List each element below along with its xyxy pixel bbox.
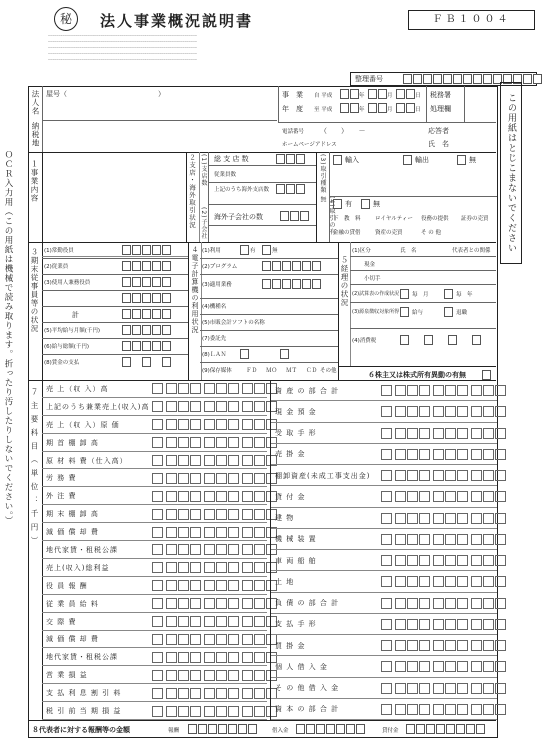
nouzei-input[interactable] xyxy=(44,122,279,150)
lan-no-check[interactable] xyxy=(280,349,289,359)
sec7-title: ７主要科目（単位：千円） xyxy=(30,388,39,550)
right-item-amount-input[interactable] xyxy=(381,449,507,460)
sec5-block: (1)区分 氏 名 代表者との関係 現金 小切手 (2)試算表の作成状況 毎 月 毎 年 (3)源泉徴収対象所得 給与 退職 (4)消費税 xyxy=(350,242,496,366)
right-item-label: 機 械 装 置 xyxy=(275,535,317,544)
sec4-block: (1)利用 有 無 (2)プログラム (3)適用業務 (4)機種名 (5)市販会計ソフトの名称 (7)委託先 (8)ＬＡＮ (9)保存媒体 ＦＤ ＭＯ ＭＴ ＣＤ その他 xyxy=(200,242,339,380)
right-item-row xyxy=(271,678,497,699)
left-item-label: 売上(収入)総利益 xyxy=(46,563,110,572)
left-item-amount-input[interactable] xyxy=(152,634,278,645)
shori-label: 処理欄 xyxy=(430,105,451,113)
left-item-label: 労 務 費 xyxy=(46,474,77,483)
kaigai-shiten-input[interactable] xyxy=(276,184,305,194)
to-month-input[interactable] xyxy=(368,103,387,113)
right-item-amount-input[interactable] xyxy=(381,598,507,609)
right-item-row xyxy=(271,614,497,635)
left-item-label: 外 注 費 xyxy=(46,492,77,501)
right-item-label: 資 産 の 部 合 計 xyxy=(275,386,340,395)
kashitsukekin-input[interactable] xyxy=(406,724,485,734)
sec5-title: ５経理の状況 xyxy=(340,256,349,307)
hasei-yes-check[interactable] xyxy=(333,199,342,209)
sec2-title: ２支店・海外取引状況 xyxy=(188,154,196,229)
nendo-label: 年 度 xyxy=(282,105,303,113)
confidential-seal-icon: 秘 xyxy=(54,7,78,31)
left-item-amount-input[interactable] xyxy=(152,401,278,412)
sec6-title: ６株主又は株式所有異動の有無 xyxy=(368,371,466,379)
sec6-check[interactable] xyxy=(482,370,491,380)
yushutsu-check[interactable] xyxy=(403,155,412,165)
right-item-label: 貸 付 金 xyxy=(275,492,306,501)
left-item-amount-input[interactable] xyxy=(152,598,278,609)
left-item-label: 売 上（収 入）原 価 xyxy=(46,420,120,429)
left-item-amount-input[interactable] xyxy=(152,706,278,717)
sec3-label-col xyxy=(28,242,43,380)
right-item-label: 支 払 手 形 xyxy=(275,620,317,629)
right-item-row xyxy=(271,699,497,720)
sec3-block: (1)常勤役員 (2)従業員 (3)使用人兼務役員 計 (5)平均給与月額(千円) (6)給与総額(千円) (8)賃金の支払 xyxy=(42,242,188,380)
right-item-label: 棚卸資産(未成工事支出金) xyxy=(275,471,371,480)
left-item-row xyxy=(42,613,267,631)
sakusei-check-2[interactable] xyxy=(444,289,453,299)
sec7-label-col xyxy=(28,380,43,720)
left-item-row xyxy=(42,505,267,523)
left-item-row xyxy=(42,684,267,702)
right-item-amount-input[interactable] xyxy=(381,534,507,545)
from-day-input[interactable] xyxy=(396,89,415,99)
left-item-row xyxy=(42,380,267,398)
right-item-amount-input[interactable] xyxy=(381,406,507,417)
right-item-label: 現 金 預 金 xyxy=(275,407,317,416)
to-day-input[interactable] xyxy=(396,103,415,113)
left-item-amount-input[interactable] xyxy=(152,562,278,573)
sec7-left-table xyxy=(42,380,267,720)
responder-name-label: 氏 名 xyxy=(428,140,449,148)
left-item-amount-input[interactable] xyxy=(152,527,278,538)
torihiki-block: (3)取引種類 (4)取引の有無 輸入 輸出 無 有 無 下 教 料 ロイヤルティー 役務の提供 証券の売買 金融の貸借 資産の売買 そ の 他 xyxy=(316,152,497,242)
right-item-amount-input[interactable] xyxy=(381,619,507,630)
sec4-title: ４電子計算機の利用状況 xyxy=(191,246,199,334)
from-date-input[interactable] xyxy=(340,89,359,99)
left-item-row xyxy=(42,434,267,452)
right-item-amount-input[interactable] xyxy=(381,428,507,439)
riyo-no-check[interactable] xyxy=(262,245,271,255)
zeimusho-label: 税務署 xyxy=(430,91,451,99)
chingin-check-3[interactable] xyxy=(162,357,171,367)
left-item-label: 減 価 償 却 費 xyxy=(46,635,99,644)
left-item-row xyxy=(42,469,267,487)
right-item-row xyxy=(271,550,497,571)
left-item-amount-input[interactable] xyxy=(152,491,278,502)
left-item-row xyxy=(42,577,267,595)
chingin-check-2[interactable] xyxy=(142,357,151,367)
so-shiten-input[interactable] xyxy=(276,154,305,164)
right-item-amount-input[interactable] xyxy=(381,683,507,694)
left-item-amount-input[interactable] xyxy=(152,455,278,466)
left-item-amount-input[interactable] xyxy=(152,616,278,627)
nouzei-label: 納税地 xyxy=(31,122,40,148)
left-item-label: 売 上（収 入）高 xyxy=(46,384,109,393)
kaigai-kogaisha-input[interactable] xyxy=(280,211,309,221)
left-item-row xyxy=(42,595,267,613)
heikin-kyuyo-input[interactable] xyxy=(122,325,171,335)
kenmu-input[interactable] xyxy=(122,277,171,287)
sec1-title: １事業内容 xyxy=(30,160,39,203)
right-item-label: 車 両 船 舶 xyxy=(275,556,317,565)
left-item-amount-input[interactable] xyxy=(152,544,278,555)
right-item-row xyxy=(271,529,497,550)
responder-label: 応答者 xyxy=(428,127,449,135)
jugyoin-input[interactable] xyxy=(122,261,171,271)
jigyo-label: 事 業 xyxy=(282,91,303,99)
from-month-input[interactable] xyxy=(368,89,387,99)
shohizei-check-2[interactable] xyxy=(424,335,433,345)
left-item-label: 営 業 損 益 xyxy=(46,671,88,680)
right-item-amount-input[interactable] xyxy=(381,491,507,502)
right-item-label: 個 人 借 入 金 xyxy=(275,662,328,671)
left-item-row xyxy=(42,666,267,684)
right-item-row xyxy=(271,571,497,592)
right-item-row xyxy=(271,380,497,401)
right-item-row xyxy=(271,508,497,529)
lan-yes-check[interactable] xyxy=(240,349,249,359)
right-item-row xyxy=(271,465,497,486)
sec6-block xyxy=(338,366,496,381)
right-item-amount-input[interactable] xyxy=(381,555,507,566)
kariirekin-input[interactable] xyxy=(296,724,365,734)
kyuyo-sogaku-input[interactable] xyxy=(122,341,171,351)
right-item-amount-input[interactable] xyxy=(381,576,507,587)
form-title: 法人事業概況説明書 xyxy=(100,12,254,30)
riyo-yes-check[interactable] xyxy=(240,245,249,255)
hasei-no-check[interactable] xyxy=(361,199,370,209)
business-content-input[interactable] xyxy=(44,154,184,240)
left-item-label: 期 首 棚 卸 高 xyxy=(46,438,99,447)
kei-input[interactable] xyxy=(122,309,171,319)
left-item-row xyxy=(42,523,267,541)
tel-label: 電話番号 xyxy=(282,129,305,135)
left-item-row xyxy=(42,648,267,666)
left-item-amount-input[interactable] xyxy=(152,383,278,394)
right-item-row xyxy=(271,444,497,465)
header-info-block: 法人名 納税地 屋号（ ） 事 業 年 度 自 平成 至 平成 年 月 日 年 月 日 税務署 処理欄 電話番号 （ ） － ホームページアドレス 応答者 氏 名 xyxy=(28,86,496,153)
left-item-label: 従 業 員 給 料 xyxy=(46,599,99,608)
program-input[interactable] xyxy=(262,261,321,271)
to-date-input[interactable] xyxy=(340,103,359,113)
right-item-amount-input[interactable] xyxy=(381,704,507,715)
to-label: 至 平成 xyxy=(314,107,333,113)
left-item-label: 地代家賃・租税公課 xyxy=(46,545,118,554)
taishoku-check[interactable] xyxy=(444,307,453,317)
sec2-block: (1)支店数 (2)子会社 総 支 店 数 従業員数 上記のうち海外支店数 海外子会社の数 xyxy=(198,152,316,242)
right-item-row xyxy=(271,423,497,444)
right-item-label: 買 掛 金 xyxy=(275,641,306,650)
left-item-amount-input[interactable] xyxy=(152,652,278,663)
left-item-label: 支 払 利 息 割 引 料 xyxy=(46,689,122,698)
sec8-title: ８代表者に対する報酬等の金額 xyxy=(32,726,130,734)
left-item-row xyxy=(42,559,267,577)
left-item-amount-input[interactable] xyxy=(152,580,278,591)
sec3-title: ３期末従事員等の状況 xyxy=(30,248,39,333)
tel-input[interactable]: （ ） － xyxy=(320,127,366,135)
instructions-text: ┈┈┈┈┈┈┈┈┈┈┈┈┈┈┈┈┈┈┈┈┈┈┈┈┈┈┈┈┈┈┈┈┈┈┈┈┈┈┈┈┈┈┈┈┈┈┈┈┈┈┈┈┈┈┈ ┈┈┈┈┈┈┈┈┈┈┈┈┈┈┈┈┈┈┈┈┈┈┈┈┈┈┈┈┈┈┈┈┈┈┈┈┈┈┈┈┈┈┈┈┈┈┈┈┈┈┈┈┈┈┈ ┈┈┈┈┈┈┈┈┈┈┈┈┈┈┈┈┈┈┈┈┈┈┈┈┈┈┈┈┈┈┈┈┈┈┈┈┈┈┈┈┈┈┈┈┈┈┈┈┈┈┈┈┈┈┈ ┈┈┈┈┈┈┈┈┈┈┈┈┈┈┈┈┈┈┈┈┈┈┈┈┈┈┈┈┈┈┈┈┈┈┈┈┈┈┈┈┈┈┈┈┈┈┈┈┈┈┈┈┈┈┈ ┈┈┈┈┈┈┈┈┈┈┈┈┈┈┈┈┈┈┈┈┈┈┈┈┈┈┈┈┈┈┈┈┈┈┈┈┈┈┈┈┈┈┈┈┈┈┈┈┈┈┈┈┈┈┈ xyxy=(48,34,198,63)
right-item-label: 負 債 の 部 合 計 xyxy=(275,599,340,608)
jugyoin-row4-input[interactable] xyxy=(122,293,171,303)
right-item-label: 土 地 xyxy=(275,577,295,586)
left-item-amount-input[interactable] xyxy=(152,437,278,448)
left-item-row xyxy=(42,487,267,505)
right-item-row xyxy=(271,635,497,656)
left-item-row xyxy=(42,541,267,559)
yago-label: 屋号（ xyxy=(46,90,67,98)
right-item-row xyxy=(271,656,497,677)
right-item-label: 建 物 xyxy=(275,514,295,523)
right-item-row xyxy=(271,593,497,614)
side-caption: この用紙はとじこまないでください xyxy=(500,82,522,264)
left-item-label: 上記のうち兼業売上(収入)高 xyxy=(46,402,150,411)
left-item-amount-input[interactable] xyxy=(152,688,278,699)
corp-name-input[interactable] xyxy=(44,100,279,120)
right-item-label: 資 本 の 部 合 計 xyxy=(275,705,340,714)
right-item-amount-input[interactable] xyxy=(381,513,507,524)
homepage-label: ホームページアドレス xyxy=(282,142,337,148)
sec7-right-table xyxy=(270,380,497,720)
shohizei-check-1[interactable] xyxy=(400,335,409,345)
right-item-label: そ の 他 借 入 金 xyxy=(275,684,340,693)
left-item-row xyxy=(42,631,267,649)
yago-close: ） xyxy=(158,90,165,98)
sec1-label-col xyxy=(28,152,43,242)
torihiki-nashi-check[interactable] xyxy=(457,155,466,165)
right-item-amount-input[interactable] xyxy=(381,661,507,672)
left-item-label: 地代家賃・租税公課 xyxy=(46,653,118,662)
left-item-row xyxy=(42,398,267,416)
hoshu-input[interactable] xyxy=(188,724,257,734)
right-item-amount-input[interactable] xyxy=(381,470,507,481)
left-item-row xyxy=(42,416,267,434)
seiri-bango-label: 整理番号 xyxy=(355,75,383,83)
chingin-check-1[interactable] xyxy=(122,357,131,367)
form-code: ＦＢ１００４ xyxy=(408,10,535,30)
corp-name-label: 法人名 xyxy=(31,90,40,116)
yunyu-check[interactable] xyxy=(333,155,342,165)
jokin-yakuin-input[interactable] xyxy=(122,245,171,255)
right-item-row xyxy=(271,401,497,422)
right-item-label: 売 掛 金 xyxy=(275,450,306,459)
left-item-amount-input[interactable] xyxy=(152,509,278,520)
left-item-label: 税 引 前 当 期 損 益 xyxy=(46,707,122,716)
left-item-amount-input[interactable] xyxy=(152,419,278,430)
left-item-label: 期 末 棚 卸 高 xyxy=(46,510,99,519)
from-label: 自 平成 xyxy=(314,93,333,99)
right-item-amount-input[interactable] xyxy=(381,385,507,396)
ocr-caption: ＯＣＲ入力用（この用紙は機械で読み取ります。折ったり汚したりしないでください。） xyxy=(3,150,13,526)
left-item-amount-input[interactable] xyxy=(152,670,278,681)
sec8-block: ８代表者に対する報酬等の金額 報酬 借入金 貸付金 xyxy=(28,720,496,737)
tekiyo-gyomu-input[interactable] xyxy=(262,279,321,289)
left-item-row xyxy=(42,702,267,720)
left-item-label: 交 際 費 xyxy=(46,617,77,626)
left-item-label: 役 員 報 酬 xyxy=(46,581,88,590)
right-item-row xyxy=(271,486,497,507)
left-item-row xyxy=(42,452,267,470)
left-item-label: 減 価 償 却 費 xyxy=(46,528,99,537)
left-item-amount-input[interactable] xyxy=(152,473,278,484)
right-item-amount-input[interactable] xyxy=(381,640,507,651)
shohizei-check-4[interactable] xyxy=(472,335,481,345)
sakusei-check[interactable] xyxy=(400,289,409,299)
right-item-label: 受 取 手 形 xyxy=(275,429,317,438)
left-item-label: 原 材 料 費（仕入高） xyxy=(46,456,128,465)
kyuyo-check[interactable] xyxy=(400,307,409,317)
shohizei-check-3[interactable] xyxy=(448,335,457,345)
